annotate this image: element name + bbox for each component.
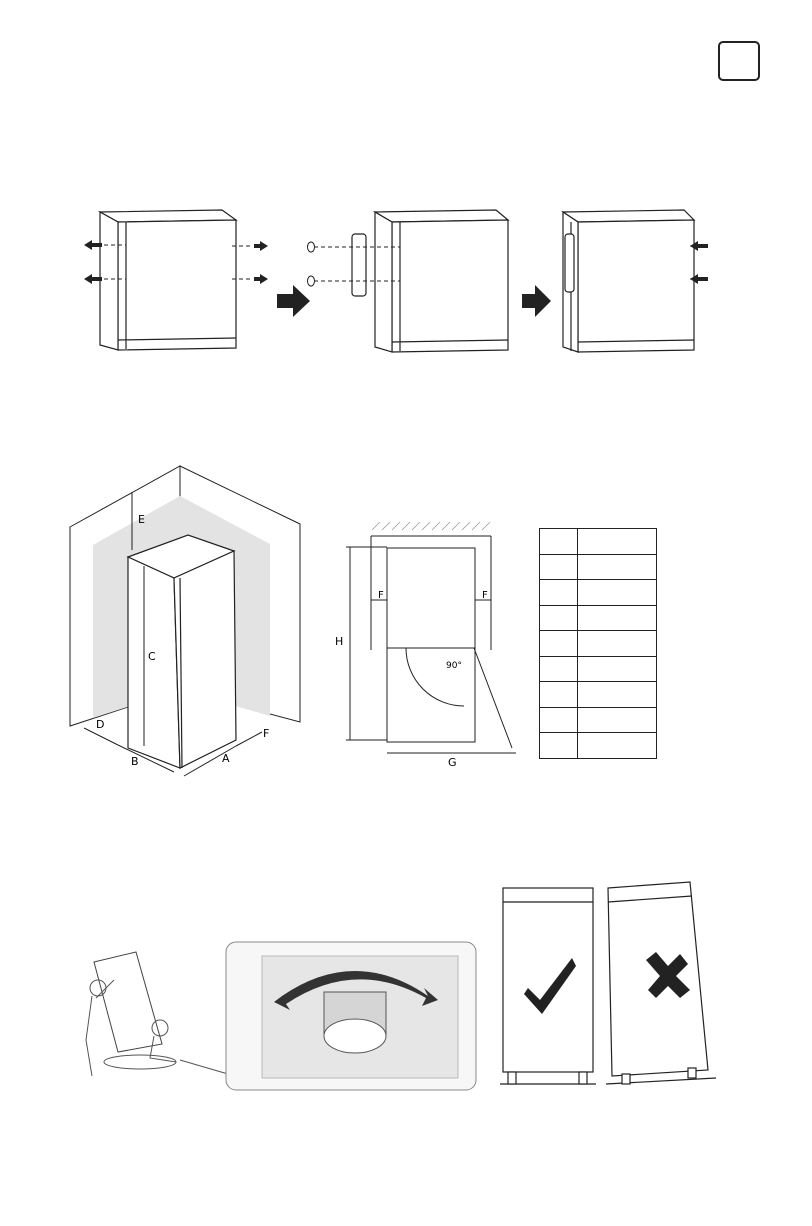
handle-reversal-illustration	[0, 180, 812, 380]
table-row	[540, 529, 657, 555]
door-handle-part	[352, 234, 366, 296]
dimension-table	[539, 528, 657, 759]
door-handle-mounted	[565, 234, 574, 292]
label-angle: 90°	[446, 661, 462, 671]
levelling-illustration	[0, 870, 812, 1100]
table-row	[540, 656, 657, 682]
table-row	[540, 707, 657, 733]
adjustable-foot	[324, 992, 386, 1053]
table-row	[540, 733, 657, 759]
table-row	[540, 682, 657, 708]
fridge-step-1	[100, 210, 236, 350]
people-tilting-fridge	[86, 952, 228, 1076]
label-g: G	[448, 756, 457, 769]
table-row	[540, 605, 657, 631]
label-f-top-left: F	[378, 590, 384, 601]
level-fridge	[500, 888, 596, 1084]
fridge-step-3	[563, 210, 694, 352]
label-a: A	[222, 752, 230, 765]
label-f-left: F	[263, 727, 270, 740]
label-c: C	[148, 650, 156, 663]
table-row	[540, 580, 657, 606]
language-badge	[718, 41, 760, 81]
fridge-step-2	[352, 210, 508, 352]
top-view	[346, 536, 516, 753]
label-b: B	[131, 755, 139, 768]
label-f-top-right: F	[482, 590, 488, 601]
label-h: H	[335, 635, 344, 648]
label-d: D	[96, 718, 105, 731]
table-row	[540, 554, 657, 580]
clearance-illustration	[0, 460, 812, 790]
table-row	[540, 631, 657, 657]
label-e: E	[138, 513, 145, 526]
